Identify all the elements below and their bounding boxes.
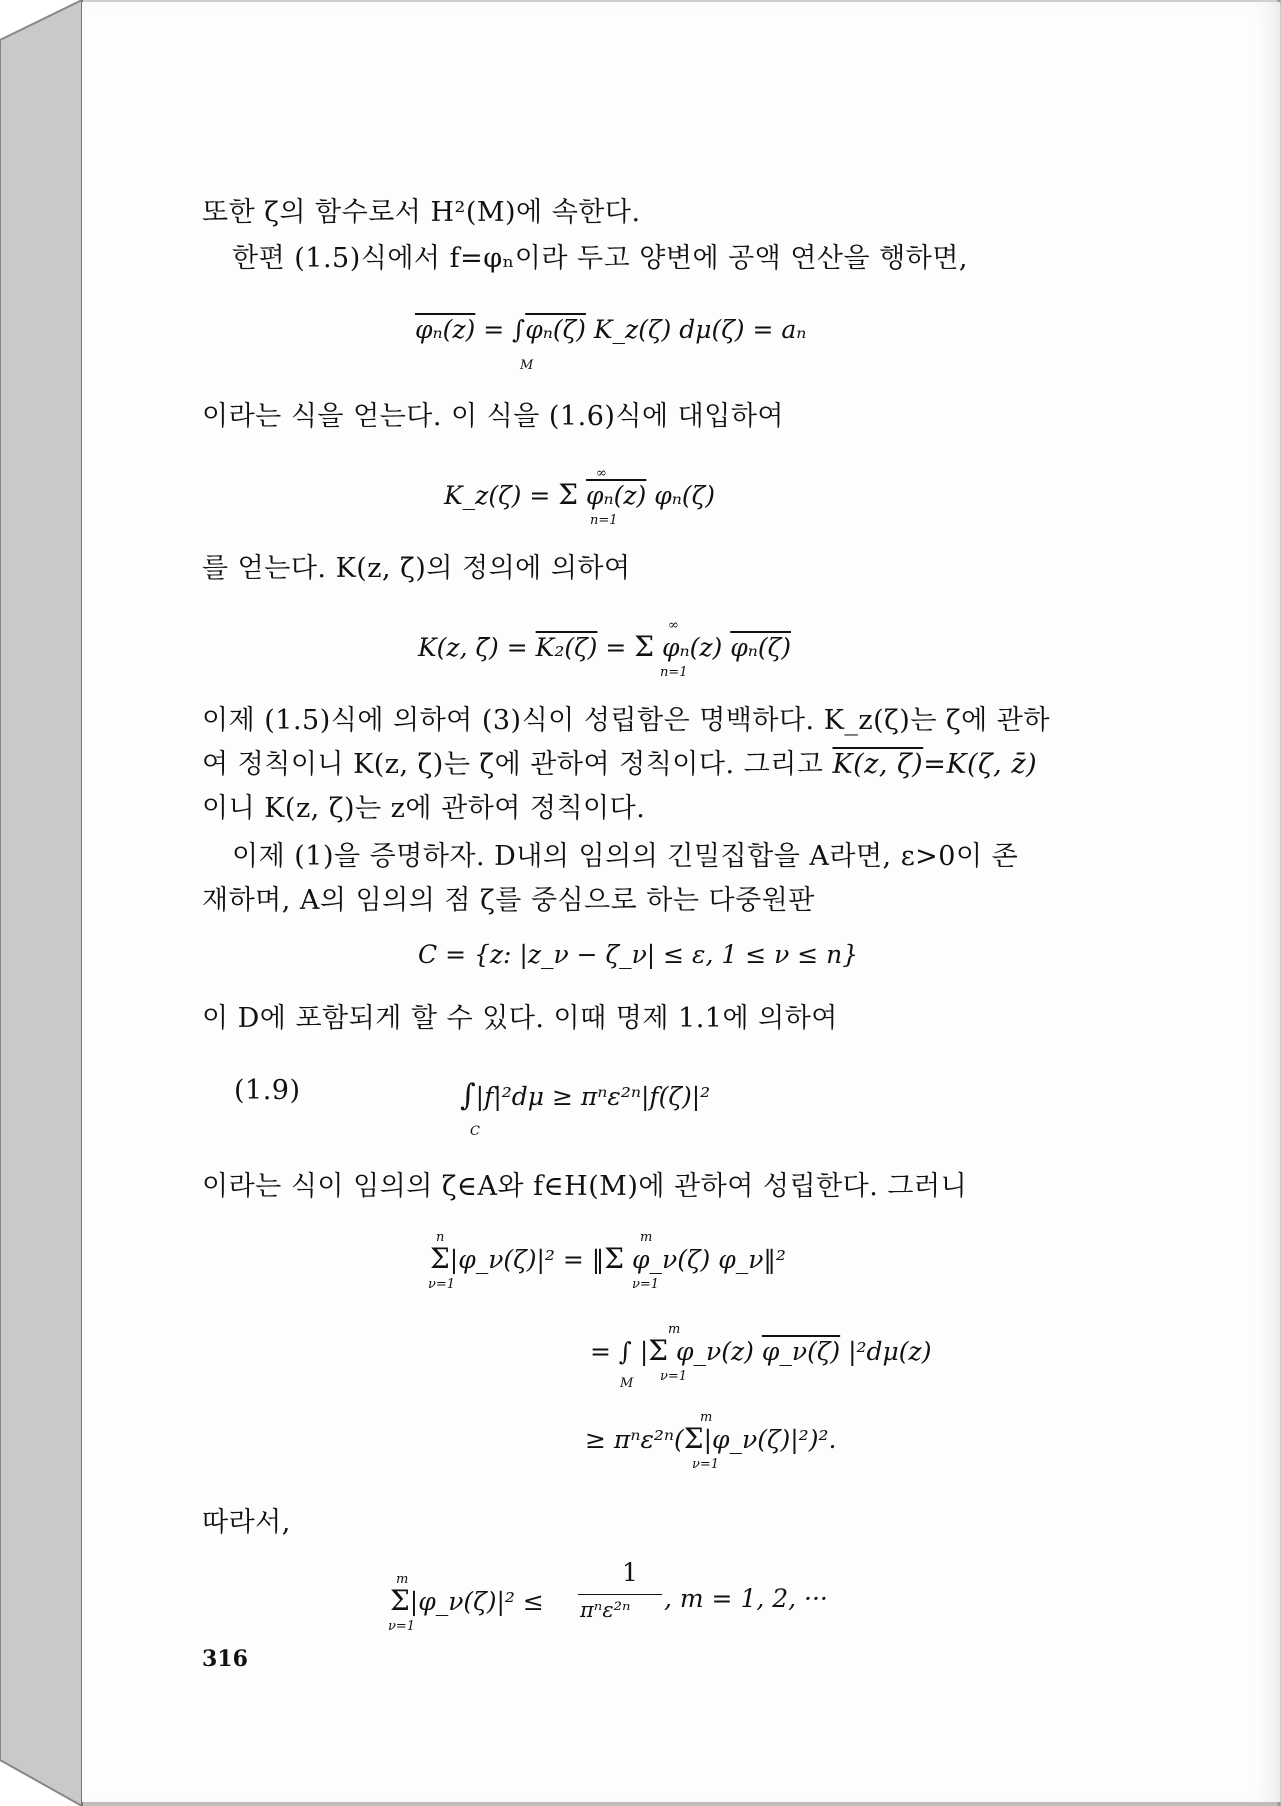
- eq6a-body2: φ_ν(ζ) φ_ν‖²: [624, 1245, 786, 1274]
- eq7-body: |φ_ν(ζ)|² ≤: [409, 1587, 544, 1616]
- eq7-bottom: ν=1: [388, 1619, 416, 1634]
- eq3-overline-1: K₂(ζ): [535, 633, 598, 662]
- text-line-1: 또한 ζ의 함수로서 H²(M)에 속한다.: [202, 197, 641, 228]
- eq2-rest: φₙ(ζ): [646, 481, 715, 510]
- eq7-top: m: [396, 1572, 409, 1587]
- eq7-denominator: πⁿε²ⁿ: [580, 1598, 631, 1622]
- eq2-sigma: Σ: [558, 478, 579, 511]
- eq6b-lead: = ∫ |: [590, 1337, 649, 1366]
- eq6c-body: |φ_ν(ζ)|²)².: [703, 1425, 837, 1454]
- eq6a-top-2: m: [640, 1230, 653, 1245]
- eq1-mid: = ∫: [475, 315, 526, 344]
- eq3-overline-2: φₙ(ζ): [730, 633, 791, 662]
- eq6a-bottom-1: ν=1: [428, 1277, 456, 1292]
- text-line-4: 를 얻는다. K(z, ζ̄)의 정의에 의하여: [202, 553, 631, 584]
- eq3-lhs: K(z, ζ̄) =: [418, 633, 536, 662]
- text-line-5: 이제 (1.5)식에 의하여 (3)식이 성립함은 명백하다. K_z(ζ)는 ζ에 관하: [202, 705, 1050, 736]
- eq7-tail: , m = 1, 2, ···: [664, 1584, 828, 1613]
- eq5-label: (1.9): [234, 1075, 301, 1106]
- eq1-rest: K_z(ζ) dμ(ζ) = aₙ: [585, 315, 807, 344]
- eq2-lhs: K_z(ζ) =: [444, 481, 559, 510]
- eq3-bottom: n=1: [660, 665, 688, 680]
- text-line-3: 이라는 식을 얻는다. 이 식을 (1.6)식에 대입하여: [202, 401, 784, 432]
- eq6a-top-1: n: [436, 1230, 445, 1245]
- eq7-numerator: 1: [622, 1558, 638, 1587]
- eq3-top: ∞: [668, 618, 679, 633]
- text-line-11: 이라는 식이 임의의 ζ∈A와 f∈H(M)에 관하여 성립한다. 그러니: [202, 1171, 968, 1202]
- page-number: 316: [202, 1646, 248, 1672]
- eq1-lhs: φₙ(z): [415, 315, 476, 344]
- text-line-8: 이제 (1)을 증명하자. D내의 임의의 긴밀집합을 A라면, ε>0이 존: [232, 841, 1019, 872]
- eq3-body: φₙ(z): [654, 633, 731, 662]
- eq6b-body: φ_ν(z): [668, 1337, 762, 1366]
- eq1-integrand: φₙ(ζ): [525, 315, 586, 344]
- text-line-6: [202, 748, 1037, 782]
- text-line-12: 따라서,: [202, 1507, 291, 1538]
- text-line-9: 재하며, A의 임의의 점 ζ를 중심으로 하는 다중원판: [202, 885, 815, 916]
- text-line-6a: 여 정칙이니 K(z, ζ̄)는 ζ̄에 관하여 정칙이다. 그리고: [202, 749, 833, 780]
- eq6b-bottom: ν=1: [660, 1369, 688, 1384]
- equation-4: C = {z: |z_ν − ζ_ν| ≤ ε, 1 ≤ ν ≤ n}: [418, 940, 859, 969]
- eq6b-tail: |²dμ(z): [840, 1337, 932, 1366]
- eq3-sigma: Σ: [634, 630, 655, 663]
- eq2-top: ∞: [596, 466, 607, 481]
- text-line-6-overline: K(z, ζ): [832, 749, 924, 780]
- text-line-2: 한편 (1.5)식에서 f=φₙ이라 두고 양변에 공액 연산을 행하면,: [232, 243, 969, 274]
- eq6a-body: |φ_ν(ζ)|² = ‖: [449, 1245, 605, 1274]
- eq7-fraction-bar: [578, 1594, 662, 1595]
- eq2-overline: φₙ(z): [586, 481, 647, 510]
- eq2-bottom: n=1: [590, 513, 618, 528]
- eq6b-overline: φ_ν(ζ): [761, 1337, 841, 1366]
- text-line-7: 이니 K(z, ζ)는 z에 관하여 정칙이다.: [202, 793, 646, 824]
- eq1-sub: M: [520, 358, 534, 373]
- eq5-body: |f|²dμ ≥ πⁿε²ⁿ|f(ζ)|²: [475, 1082, 711, 1111]
- text-line-10: 이 D에 포함되게 할 수 있다. 이때 명제 1.1에 의하여: [202, 1003, 838, 1034]
- text-line-6b: =K(ζ, z̄): [923, 749, 1038, 780]
- eq6c-top: m: [700, 1410, 713, 1425]
- eq6b-top: m: [668, 1322, 681, 1337]
- eq3-mid: =: [597, 633, 635, 662]
- eq5-sub: C: [470, 1124, 480, 1139]
- eq6c-bottom: ν=1: [692, 1457, 720, 1472]
- eq6b-sub: M: [620, 1376, 634, 1391]
- eq6a-bottom-2: ν=1: [632, 1277, 660, 1292]
- eq6c-lead: ≥ πⁿε²ⁿ(: [585, 1425, 684, 1454]
